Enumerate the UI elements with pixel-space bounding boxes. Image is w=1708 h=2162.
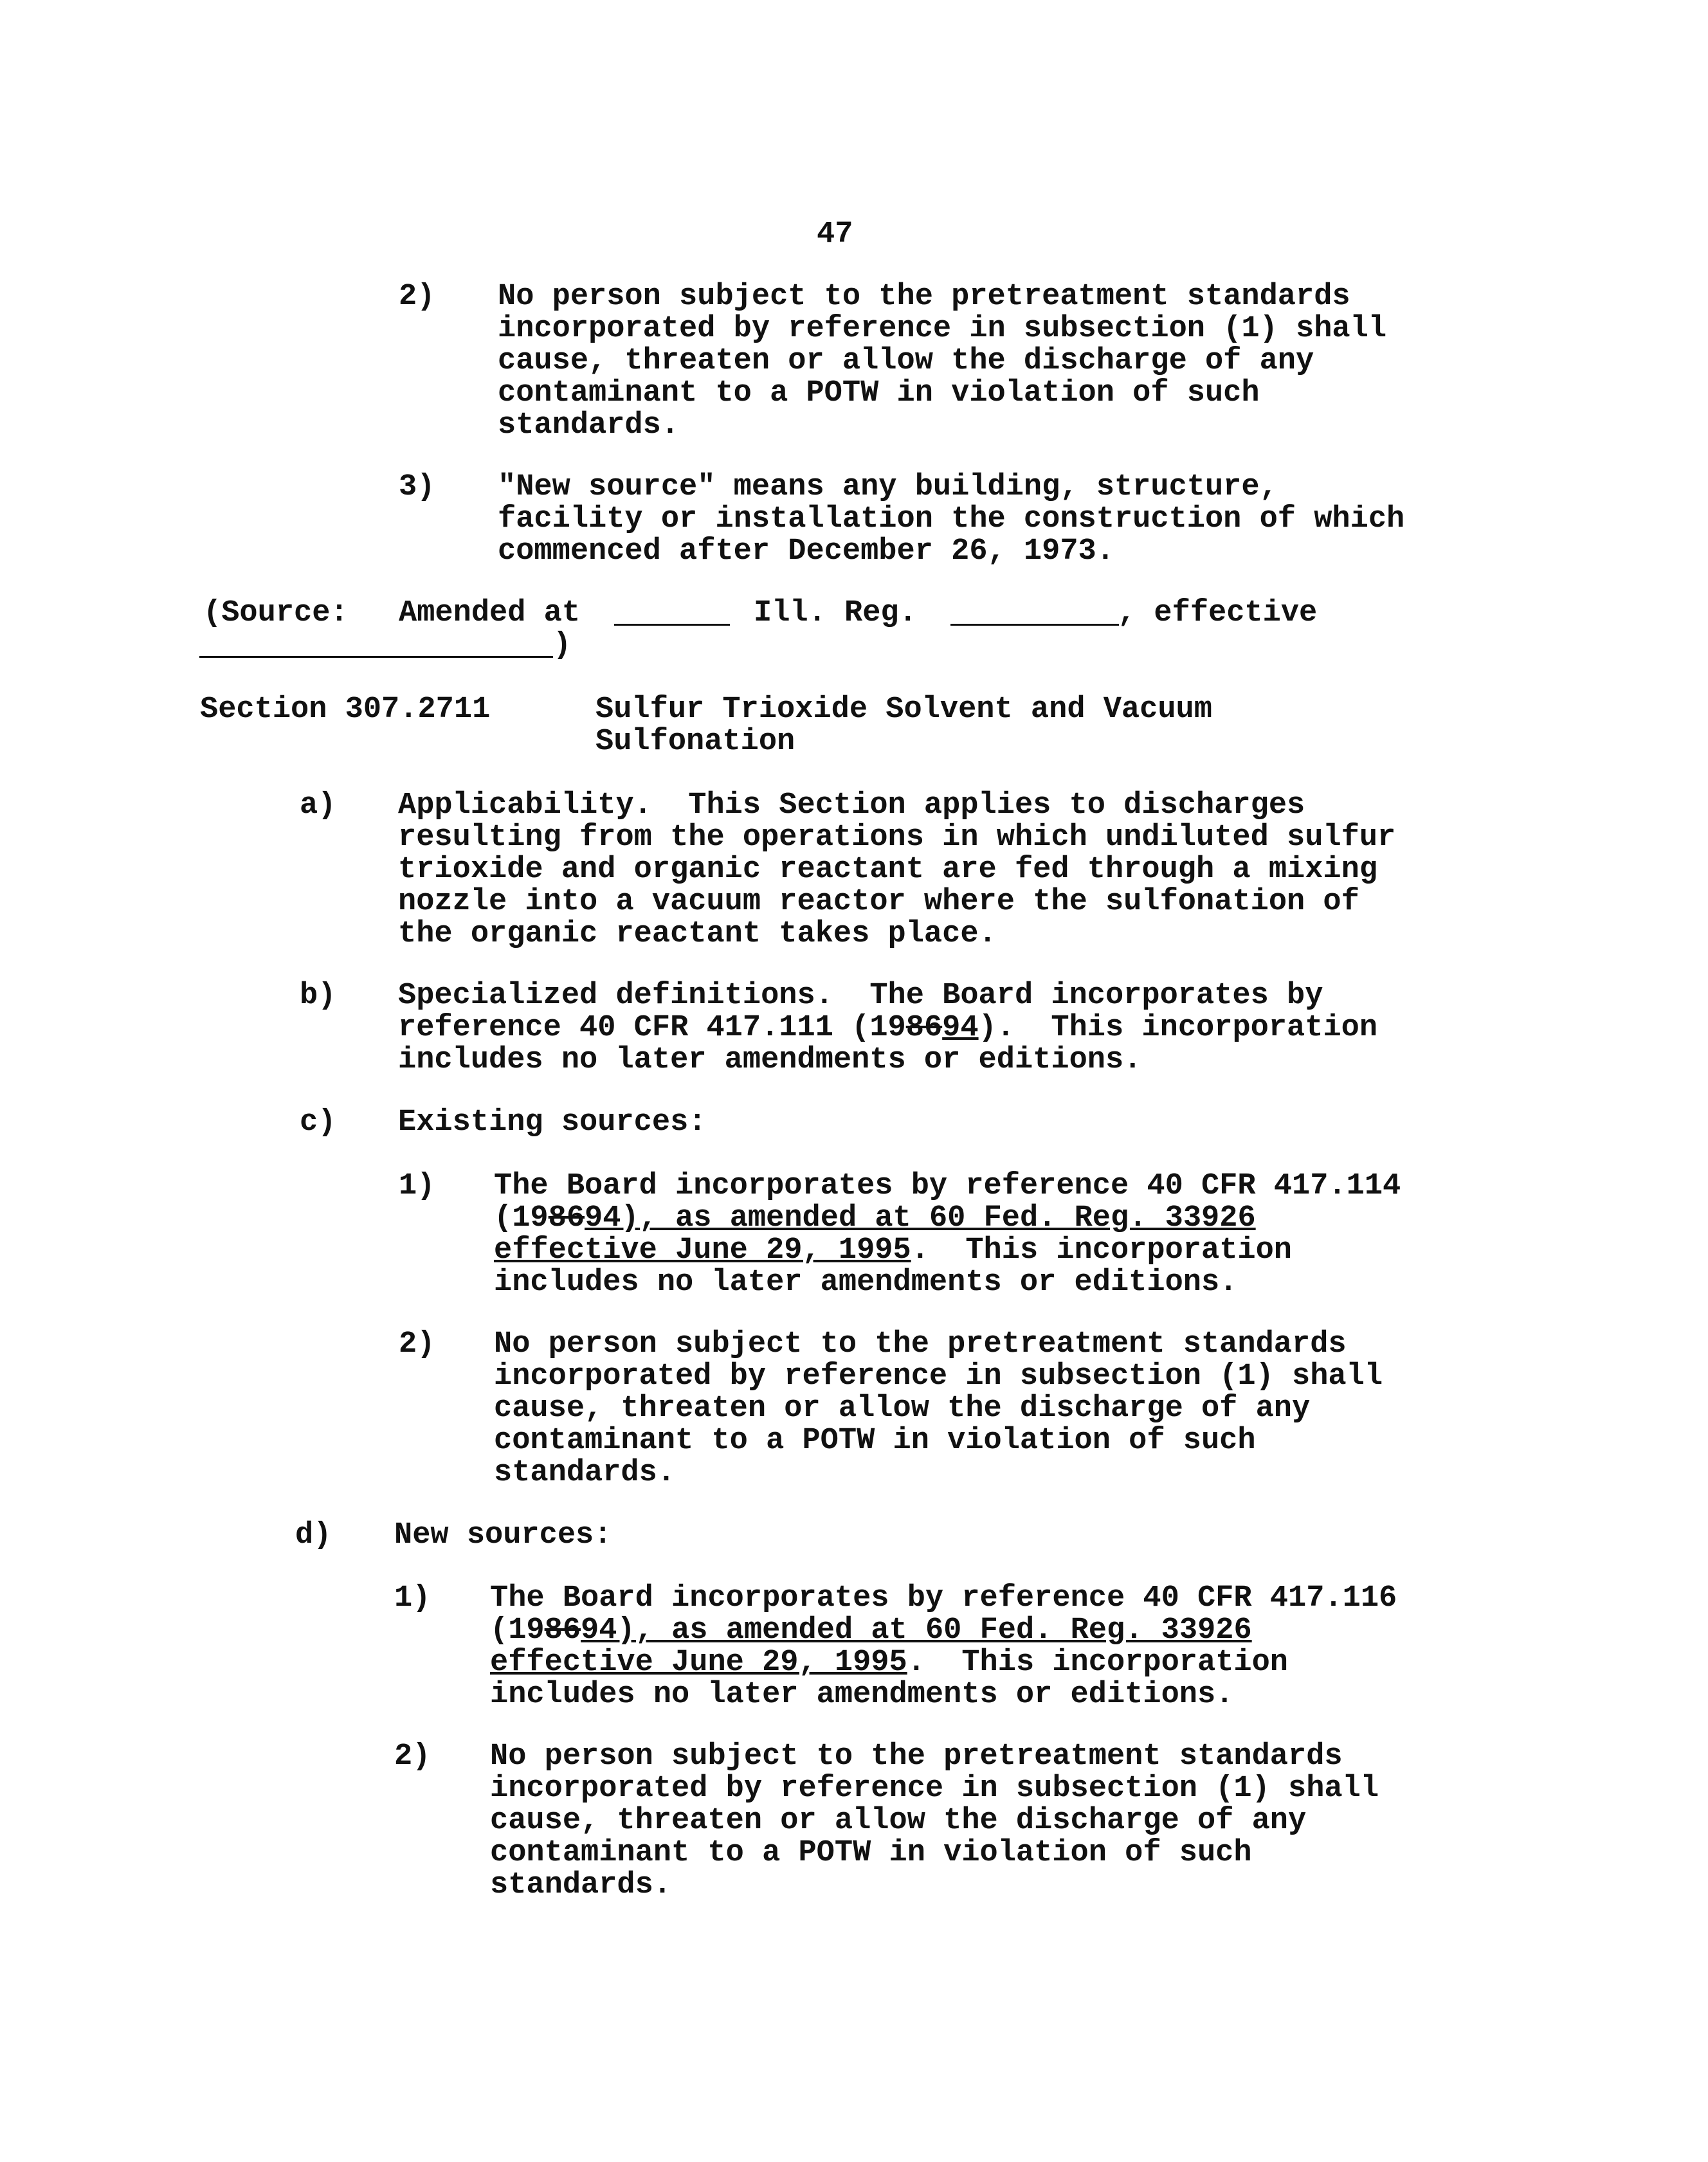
text-segment: ). This incorporation (978, 1011, 1378, 1045)
text-line: Applicability. This Section applies to discharges (398, 788, 1305, 822)
deleted-text: 86 (548, 1201, 585, 1235)
subsection-a-text (398, 790, 1395, 950)
item-marker: 3) (399, 470, 435, 504)
text-line: contaminant to a POTW in violation of such (490, 1836, 1252, 1870)
inserted-text: effective June 29, 1995 (490, 1646, 907, 1680)
section-title-line2: Sulfonation (595, 725, 795, 759)
section-title-line1: Sulfur Trioxide Solvent and Vacuum (595, 693, 1212, 727)
blank-volume (614, 624, 730, 626)
text-line: trioxide and organic reactant are fed through a mixing (398, 853, 1378, 887)
item-marker: 2) (394, 1740, 431, 1774)
text-line: the organic reactant takes place. (398, 917, 997, 951)
text-line: cause, threaten or allow the discharge of any (490, 1804, 1307, 1838)
text-line: resulting from the operations in which undiluted sulfur (398, 821, 1396, 855)
text-line: "New source" means any building, structure, (498, 470, 1278, 504)
text-line: standards. (498, 408, 680, 442)
page-number: 47 (817, 217, 853, 251)
text-line (490, 1615, 1397, 1647)
text-line: Specialized definitions. The Board incorporates by (398, 979, 1323, 1013)
text-line: incorporated by reference in subsection (1) shall (494, 1359, 1383, 1394)
section-number: Section 307.2711 (200, 693, 491, 727)
text-segment: . This incorporation (911, 1233, 1293, 1267)
subsection-d-item2-text (490, 1741, 1379, 1902)
item-marker: 2) (399, 280, 435, 314)
blank-effective-date (199, 656, 553, 658)
text-line: nozzle into a vacuum reactor where the sulfonation of (398, 885, 1359, 919)
top-item-3-text (498, 471, 1404, 568)
inserted-text: 94 (942, 1011, 979, 1045)
text-segment: . This incorporation (907, 1646, 1289, 1680)
text-segment: (19 (490, 1613, 545, 1648)
text-line: cause, threaten or allow the discharge of any (494, 1392, 1311, 1426)
inserted-text: , as amended at 60 Fed. Reg. 33926 (635, 1613, 1252, 1648)
text-segment: (19 (494, 1201, 549, 1235)
text-line: includes no later amendments or editions. (398, 1043, 1142, 1077)
subsection-d-item1-text (490, 1583, 1397, 1711)
subsection-marker: d) (295, 1518, 332, 1552)
text-line: commenced after December 26, 1973. (498, 534, 1114, 568)
text-line: No person subject to the pretreatment standards (498, 280, 1350, 314)
subsection-c-item2-text (494, 1329, 1383, 1489)
text-line (494, 1235, 1401, 1267)
text-line (490, 1647, 1397, 1679)
inserted-text: 94 (585, 1201, 621, 1235)
source-note-close: ) (553, 628, 572, 662)
text-line: facility or installation the construction of which (498, 502, 1405, 536)
text-line: includes no later amendments or editions. (490, 1678, 1234, 1712)
text-line: includes no later amendments or editions. (494, 1266, 1238, 1300)
text-line: contaminant to a POTW in violation of such (494, 1424, 1256, 1458)
item-marker: 1) (399, 1169, 435, 1203)
subsection-marker: b) (300, 979, 336, 1013)
source-note-ill-reg: Ill. Reg. (754, 596, 917, 630)
deleted-text: 86 (544, 1613, 581, 1648)
text-line: incorporated by reference in subsection (1) shall (490, 1772, 1379, 1806)
subsection-marker: c) (300, 1105, 336, 1140)
text-line (494, 1203, 1401, 1235)
blank-page (950, 624, 1119, 626)
subsection-b-text (398, 980, 1377, 1076)
text-segment: ) (621, 1201, 639, 1235)
text-line: incorporated by reference in subsection (1) shall (498, 312, 1387, 346)
text-line: The Board incorporates by reference 40 CFR 417.116 (490, 1581, 1397, 1615)
item-marker: 1) (394, 1581, 431, 1615)
text-line: standards. (494, 1456, 676, 1490)
text-line: cause, threaten or allow the discharge of any (498, 344, 1314, 378)
inserted-text: effective June 29, 1995 (494, 1233, 911, 1267)
source-note-prefix: (Source: (203, 596, 349, 630)
subsection-c-heading: Existing sources: (398, 1105, 707, 1140)
deleted-text: 86 (905, 1011, 943, 1045)
text-line (398, 1012, 1377, 1044)
text-segment: ) (617, 1613, 635, 1648)
subsection-d-heading: New sources: (394, 1518, 612, 1552)
subsection-marker: a) (300, 788, 336, 822)
text-line: contaminant to a POTW in violation of such (498, 376, 1260, 410)
source-note-effective: , effective (1118, 596, 1318, 630)
source-note-amended: Amended at (399, 596, 581, 630)
text-line: standards. (490, 1868, 672, 1902)
item-marker: 2) (399, 1327, 435, 1361)
top-item-2-text (498, 281, 1386, 442)
subsection-c-item1-text (494, 1170, 1401, 1299)
text-line: No person subject to the pretreatment standards (494, 1327, 1347, 1361)
text-segment: reference 40 CFR 417.111 (19 (398, 1011, 906, 1045)
inserted-text: , as amended at 60 Fed. Reg. 33926 (639, 1201, 1256, 1235)
inserted-text: 94 (581, 1613, 617, 1648)
text-line: No person subject to the pretreatment standards (490, 1740, 1343, 1774)
text-line: The Board incorporates by reference 40 CFR 417.114 (494, 1169, 1401, 1203)
